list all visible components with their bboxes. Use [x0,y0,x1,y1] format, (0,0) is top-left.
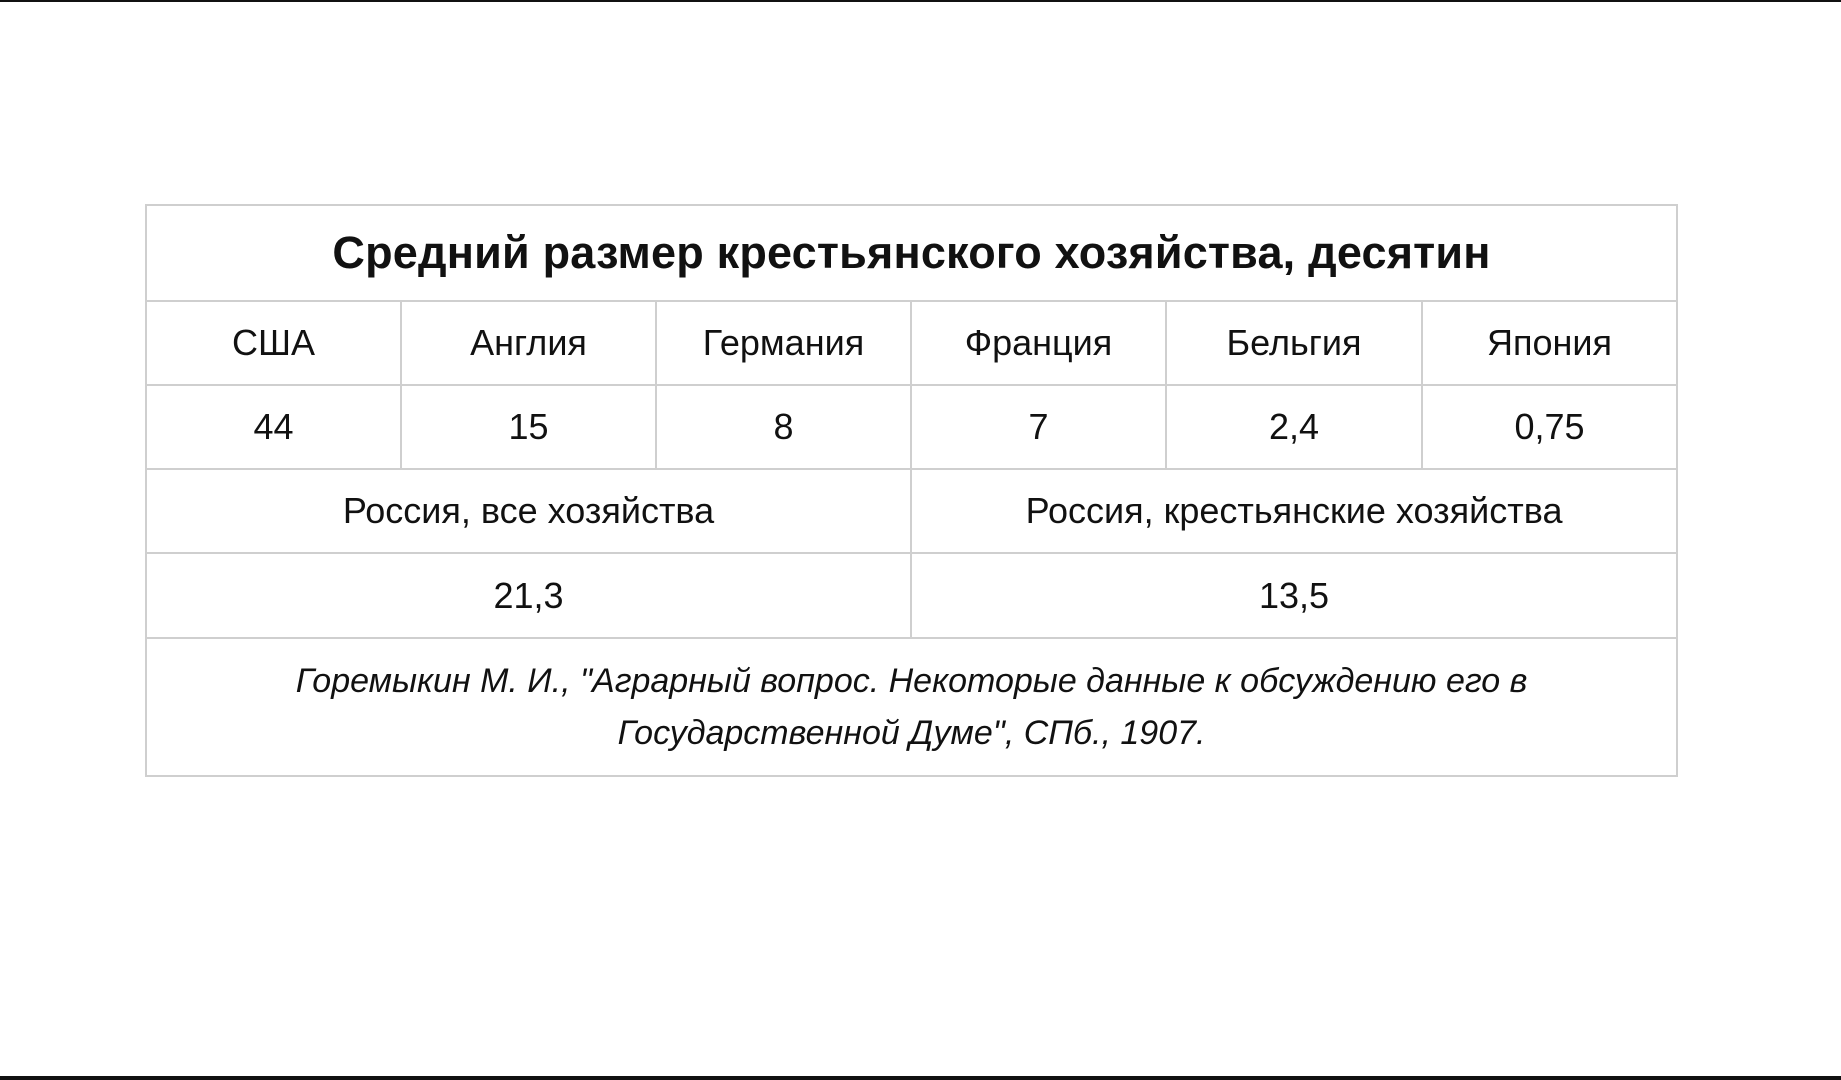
russia-label-row [146,469,1677,553]
value-france: 7 [911,385,1166,469]
country-header-belgium: Бельгия [1166,301,1422,385]
value-usa: 44 [146,385,401,469]
table-title: Средний размер крестьянского хозяйства, десятин [146,205,1677,301]
value-japan: 0,75 [1422,385,1677,469]
source-citation: Горемыкин М. И., "Аграрный вопрос. Некоторые данные к обсуждению его в Государственной Думе", СПб., 1907. [295,662,1528,752]
russia-all-farms-label: Россия, все хозяйства [146,469,911,553]
source-cell [146,638,1677,776]
value-england: 15 [401,385,656,469]
country-header-japan: Япония [1422,301,1677,385]
russia-value-row [146,553,1677,638]
russia-all-farms-value: 21,3 [146,553,911,638]
value-belgium: 2,4 [1166,385,1422,469]
country-header-row [146,301,1677,385]
top-frame-line [0,0,1841,2]
table-container [145,204,1676,777]
source-row [146,638,1677,776]
country-value-row [146,385,1677,469]
title-row [146,205,1677,301]
country-header-usa: США [146,301,401,385]
country-header-france: Франция [911,301,1166,385]
bottom-frame-line [0,1076,1841,1080]
russia-peasant-farms-label: Россия, крестьянские хозяйства [911,469,1677,553]
value-germany: 8 [656,385,911,469]
country-header-england: Англия [401,301,656,385]
farm-size-table [145,204,1678,777]
country-header-germany: Германия [656,301,911,385]
russia-peasant-farms-value: 13,5 [911,553,1677,638]
